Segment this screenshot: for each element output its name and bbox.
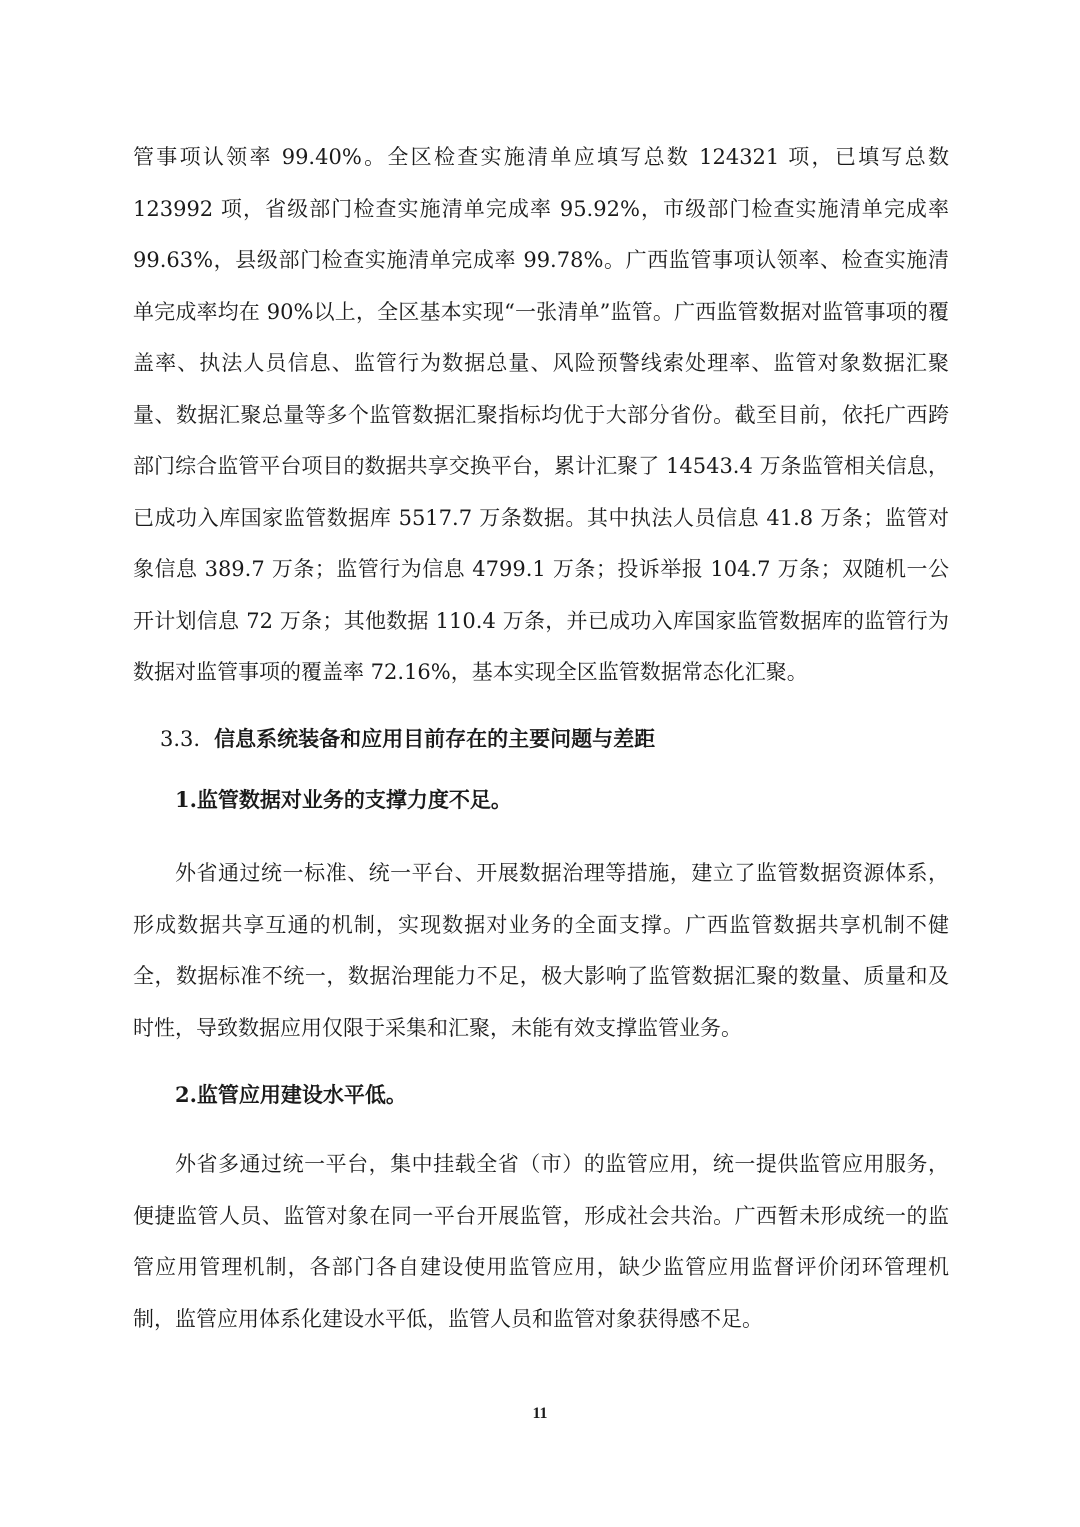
subsection-2-paragraph: 外省多通过统一平台，集中挂载全省（市）的监管应用，统一提供监管应用服务，便捷监管人员、监管对象在同一平台开展监管，形成社会共治。广西暂未形成统一的监管应用管理机制，各部门各自建设使用监管应用，缺少监管应用监督评价闭环管理机制，监管应用体系化建设水平低，监管人员和监管对象获得感不足。 <box>133 1152 949 1331</box>
subsection-1-paragraph: 外省通过统一标准、统一平台、开展数据治理等措施，建立了监管数据资源体系，形成数据共享互通的机制，实现数据对业务的全面支撑。广西监管数据共享机制不健全，数据标准不统一，数据治理能力不足，极大影响了监管数据汇聚的数量、质量和及时性，导致数据应用仅限于采集和汇聚，未能有效支撑监管业务。 <box>133 861 949 1040</box>
section-title: 信息系统装备和应用目前存在的主要问题与差距 <box>214 726 656 751</box>
section-number: 3.3. <box>160 727 201 751</box>
subsection-heading-1: 1.监管数据对业务的支撑力度不足。 <box>175 787 512 812</box>
subsection-heading-2: 2.监管应用建设水平低。 <box>175 1082 407 1107</box>
body-paragraph-continued: 管事项认领率 99.40%。全区检查实施清单应填写总数 124321 项，已填写总数 123992 项，省级部门检查实施清单完成率 95.92%，市级部门检查实施清单完成率 99.63%，县级部门检查实施清单完成率 99.78%。广西监管事项认领率、检查实施清单完成率均在 90%以上，全区基本实现“一张清单”监管。广西监管数据对监管事项的覆盖率、执法人员信息、监管行为数据总量、风险预警线索处理率、监管对象数据汇聚量、数据汇聚总量等多个监管数据汇聚指标均优于大部分省份。截至目前，依托广西跨部门综合监管平台项目的数据共享交换平台，累计汇聚了 14543.4 万条监管相关信息，已成功入库国家监管数据库 5517.7 万条数据。其中执法人员信息 41.8 万条；监管对象信息 389.7 万条；监管行为信息 4799.1 万条；投诉举报 104.7 万条；双随机一公开计划信息 72 万条；其他数据 110.4 万条，并已成功入库国家监管数据库的监管行为数据对监管事项的覆盖率 72.16%，基本实现全区监管数据常态化汇聚。 <box>133 145 949 684</box>
page-number: 11 <box>532 1405 548 1422</box>
section-heading <box>160 719 655 759</box>
